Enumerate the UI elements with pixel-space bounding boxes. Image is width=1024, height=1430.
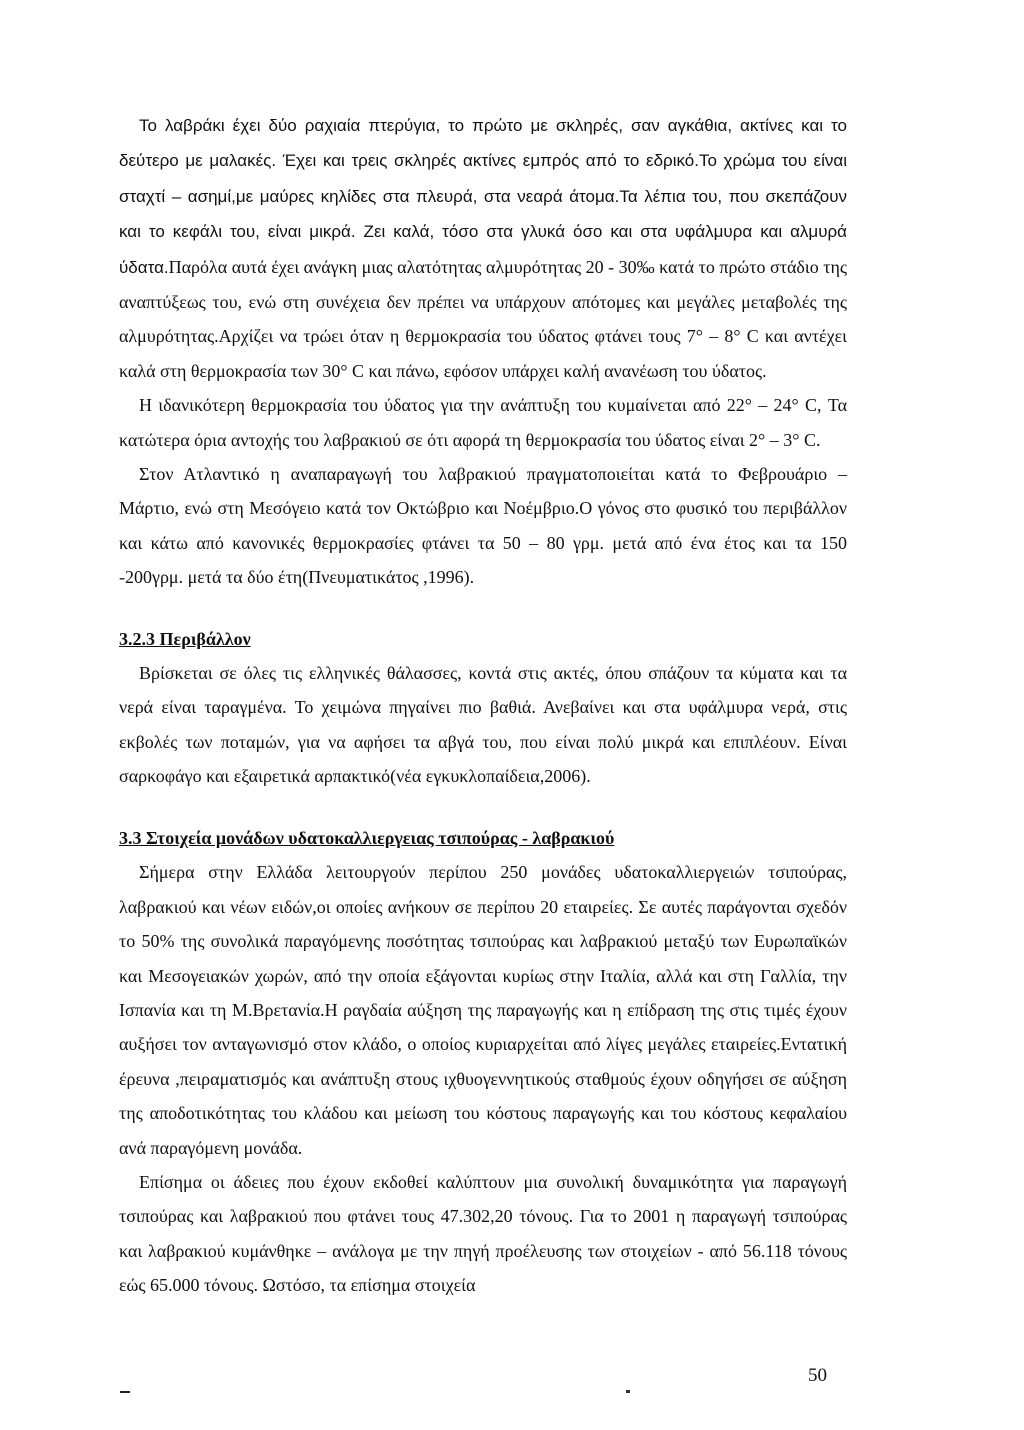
paragraph-ideal-temperature: Η ιδανικότερη θερμοκρασία του ύδατος για την ανάπτυξη του κυμαίνεται από 22° – 24° C, Τα κατώτερα όρια αντοχής του λαβρακιού σε ότι αφορά τη θερμοκρασία του ύδατος είναι 2° – 3° C. [119,395,847,450]
paragraph-environment: Βρίσκεται σε όλες τις ελληνικές θάλασσες, κοντά στις ακτές, όπου σπάζουν τα κύματα και τα νερά είναι ταραγμένα. Το χειμώνα πηγαίνει πιο βαθιά. Ανεβαίνει και στα υφάλμυρα νερά, στις εκβολές των ποταμών, για να αφήσει τα αβγά του, που είναι πολύ μικρά και επιπλέουν. Είναι σαρκοφάγο και εξαιρετικά αρπακτικό(νέα εγκυκλοπαίδεια,2006). [119,662,847,786]
paragraph-description [119,108,847,388]
heading-environment: 3.2.3 Περιβάλλον [119,628,251,649]
paragraph-description-sans: Το λαβράκι έχει δύο ραχιαία πτερύγια, το πρώτο με σκληρές, σαν αγκάθια, ακτίνες και το δεύτερο με μαλακές. Έχει και τρεις σκληρές ακτίνες εμπρός από το εδρικό.Το χρώμα του είναι σταχτί – ασημί,με μαύρες κηλίδες στα πλευρά, στα νεαρά άτομα.Τα λέπια του, που σκεπάζουν και το κεφάλι του, είναι μικρά. Ζει καλά, τόσο στα γλυκά όσο και στα υφάλμυρα και αλμυρά ύδατα. [119,116,847,277]
scan-dot-mark [626,1390,630,1393]
scan-dash-mark [120,1391,130,1393]
paragraph-description-serif: Παρόλα αυτά έχει ανάγκη μιας αλατότητας αλμυρότητας 20 - 30‰ κατά το πρώτο στάδιο της αναπτύξεως του, ενώ στη συνέχεια δεν πρέπει να υπάρχουν απότομες και μεγάλες μεταβολές της αλμυρότητας.Αρχίζει να τρώει όταν η θερμοκρασία του ύδατος φτάνει τους 7° – 8° C και αντέχει καλά στη θερμοκρασία των 30° C και πάνω, εφόσον υπάρχει καλή ανανέωση του ύδατος. [119,256,847,381]
paragraph-official-licenses: Επίσημα οι άδειες που έχουν εκδοθεί καλύπτουν μια συνολική δυναμικότητα για παραγωγή τσιπούρας και λαβρακιού που φτάνει τους 47.302,20 τόνους. Για το 2001 η παραγωγή τσιπούρας και λαβρακιού κυμάνθηκε – ανάλογα με την πηγή προέλευσης των στοιχείων - από 56.118 τόνους εώς 65.000 τόνους. Ωστόσο, τα επίσημα στοιχεία [119,1171,847,1296]
paragraph-reproduction: Στον Ατλαντικό η αναπαραγωγή του λαβρακιού πραγματοποιείται κατά το Φεβρουάριο – Μάρτιο, ενώ στη Μεσόγειο κατά τον Οκτώβριο και Νοέμβριο.Ο γόνος στο φυσικό του περιβάλλον και κάτω από κανονικές θερμοκρασίες φτάνει τα 50 – 80 γρμ. μετά από ένα έτος και τα 150 -200γρμ. μετά τα δύο έτη(Πνευματικάτος ,1996). [119,464,847,588]
page-number: 50 [808,1365,827,1386]
document-page [119,108,847,1303]
heading-aquaculture-units: 3.3 Στοιχεία μονάδων υδατοκαλλιεργειας τσιπούρας - λαβρακιού [119,828,615,849]
paragraph-aquaculture-units: Σήμερα στην Ελλάδα λειτουργούν περίπου 250 μονάδες υδατοκαλλιεργειών τσιπούρας, λαβρακιού και νέων ειδών,οι οποίες ανήκουν σε περίπου 20 εταιρείες. Σε αυτές παράγονται σχεδόν το 50% της συνολικά παραγόμενης ποσότητας τσιπούρας και λαβρακιού μεταξύ των Ευρωπαϊκών και Μεσογειακών χωρών, από την οποία εξάγονται κυρίως στην Ιταλία, αλλά και στη Γαλλία, την Ισπανία και τη Μ.Βρετανία.Η ραγδαία αύξηση της παραγωγής και η επίδραση της στις τιμές έχουν αυξήσει τον ανταγωνισμό στον κλάδο, ο οποίος κυριαρχείται από λίγες μεγάλες εταιρείες.Εντατική έρευνα ,πειραματισμός και ανάπτυξη στους ιχθυογεννητικούς σταθμούς έχουν οδηγήσει σε αύξηση της αποδοτικότητας του κλάδου και μείωση του κόστους παραγωγής και του κόστους κεφαλαίου ανά παραγόμενη μονάδα. [119,862,847,1158]
